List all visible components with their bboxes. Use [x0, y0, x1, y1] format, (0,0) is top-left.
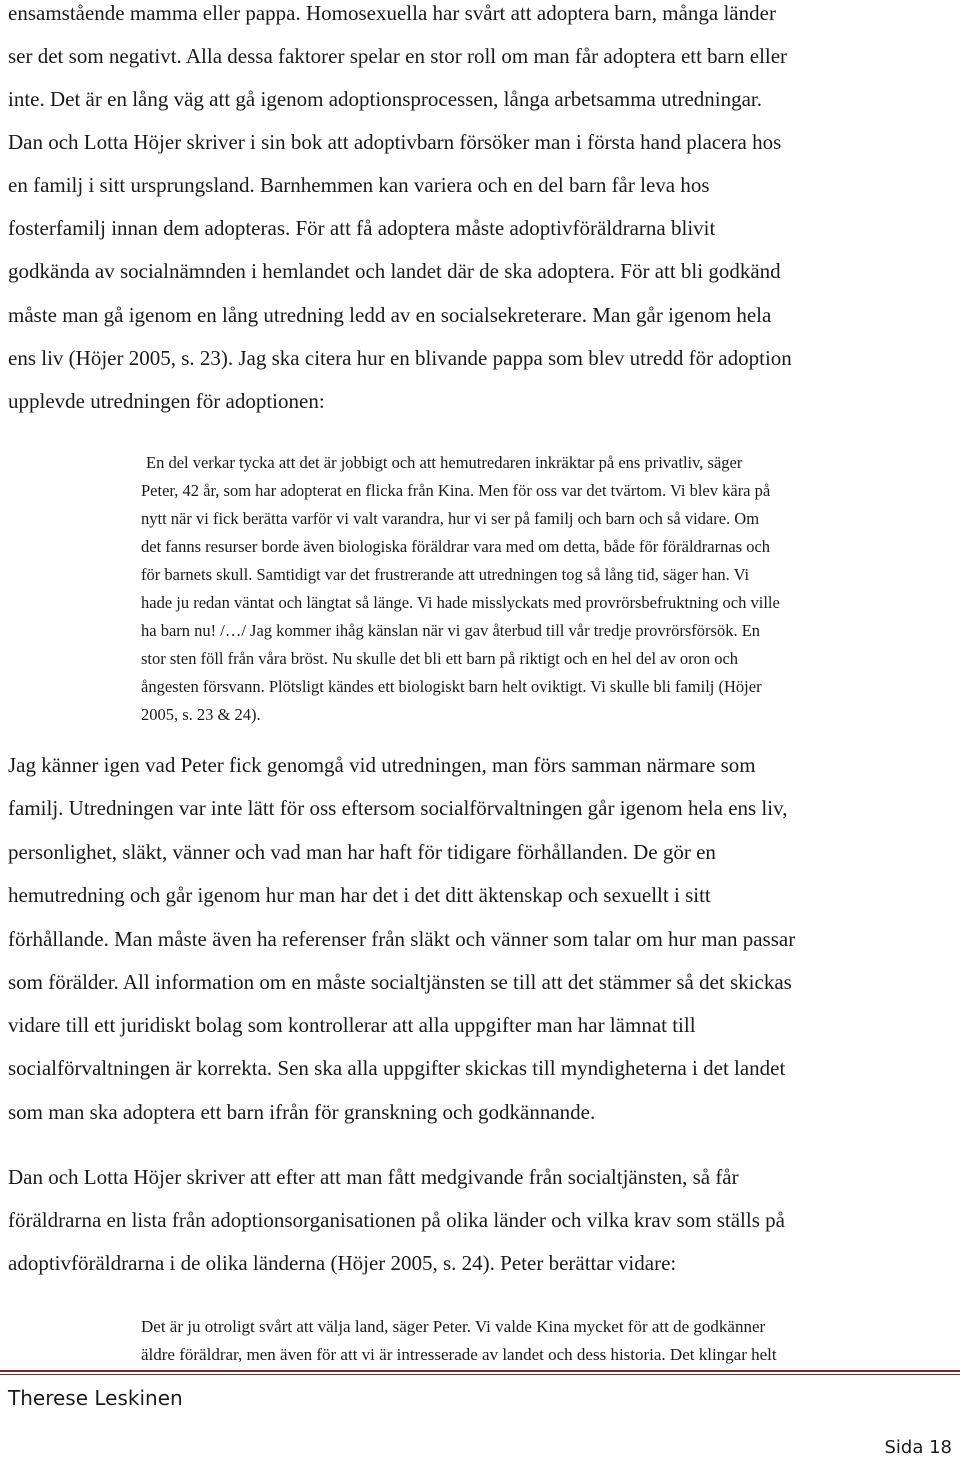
text-line: förhållande. Man måste även ha referenser från släkt och vänner som talar om hur man passar — [8, 927, 796, 951]
quote-line: nytt när vi fick berätta varför vi valt varandra, hur vi ser på familj och barn och så vidare. Om — [141, 509, 760, 528]
text-line: upplevde utredningen för adoptionen: — [8, 389, 325, 413]
quote-line: stor sten föll från våra bröst. Nu skulle det bli ett barn på riktigt och en hel del av oron och — [141, 649, 739, 668]
quote-line: det fanns resurser borde även biologiska föräldrar vara med om detta, både för föräldrarnas och — [141, 537, 771, 556]
quote-line: Det är ju otroligt svårt att välja land, säger Peter. Vi valde Kina mycket för att de godkänner — [141, 1317, 766, 1336]
quote-line: Peter, 42 år, som har adopterat en flicka från Kina. Men för oss var det tvärtom. Vi blev kära på — [141, 481, 771, 500]
text-line: personlighet, släkt, vänner och vad man har haft för tidigare förhållanden. De gör en — [8, 840, 716, 864]
quote-line: En del verkar tycka att det är jobbigt och att hemutredaren inkräktar på ens privatliv, säger — [146, 453, 743, 472]
quote-line: för barnets skull. Samtidigt var det frustrerande att utredningen tog så lång tid, säger han. Vi — [141, 565, 750, 584]
text-line: en familj i sitt ursprungsland. Barnhemmen kan variera och en del barn får leva hos — [8, 173, 710, 197]
text-line: godkända av socialnämnden i hemlandet och landet där de ska adoptera. För att bli godkänd — [8, 259, 781, 283]
text-line: ser det som negativt. Alla dessa faktorer spelar en stor roll om man får adoptera ett barn eller — [8, 44, 788, 68]
page-number: Sida 18 — [884, 1437, 952, 1458]
quote-line: 2005, s. 23 & 24). — [141, 705, 261, 724]
text-line: ens liv (Höjer 2005, s. 23). Jag ska citera hur en blivande pappa som blev utredd för adoption — [8, 346, 792, 370]
text-line: familj. Utredningen var inte lätt för oss eftersom socialförvaltningen går igenom hela ens liv, — [8, 796, 788, 820]
text-line: fosterfamilj innan dem adopteras. För att få adoptera måste adoptivföräldrarna blivit — [8, 216, 716, 240]
text-line: Dan och Lotta Höjer skriver att efter att man fått medgivande från socialtjänsten, så får — [8, 1165, 739, 1189]
text-line: som man ska adoptera ett barn ifrån för granskning och godkännande. — [8, 1100, 596, 1124]
quote-line: ångesten försvann. Plötsligt kändes ett biologiskt barn helt oviktigt. Vi skulle bli familj (Höjer — [141, 677, 762, 696]
text-line: inte. Det är en lång väg att gå igenom adoptionsprocessen, långa arbetsamma utredningar. — [8, 87, 763, 111]
footer-author: Therese Leskinen — [8, 1386, 183, 1410]
text-line: måste man gå igenom en lång utredning ledd av en socialsekreterare. Man går igenom hela — [8, 303, 772, 327]
text-line: Jag känner igen vad Peter fick genomgå vid utredningen, man förs samman närmare som — [8, 753, 756, 777]
footer-divider — [0, 1370, 960, 1375]
quote-line: hade ju redan väntat och längtat så länge. Vi hade misslyckats med provrörsbefruktning och ville — [141, 593, 780, 612]
quote-line: äldre föräldrar, men även för att vi är intresserade av landet och dess historia. Det klingar helt — [141, 1345, 777, 1364]
text-line: socialförvaltningen är korrekta. Sen ska alla uppgifter skickas till myndigheterna i det landet — [8, 1056, 786, 1080]
text-line: adoptivföräldrarna i de olika länderna (Höjer 2005, s. 24). Peter berättar vidare: — [8, 1251, 677, 1275]
text-line: Dan och Lotta Höjer skriver i sin bok att adoptivbarn försöker man i första hand placera hos — [8, 130, 782, 154]
text-line: som förälder. All information om en måste socialtjänsten se till att det stämmer så det skickas — [8, 970, 792, 994]
text-line: ensamstående mamma eller pappa. Homosexuella har svårt att adoptera barn, många länder — [8, 1, 776, 25]
quote-line: ha barn nu! /…/ Jag kommer ihåg känslan när vi gav återbud till vår tredje provrörsförsök. En — [141, 621, 761, 640]
text-line: hemutredning och går igenom hur man har det i det ditt äktenskap och sexuellt i sitt — [8, 883, 711, 907]
text-line: föräldrarna en lista från adoptionsorganisationen på olika länder och vilka krav som ställs på — [8, 1208, 785, 1232]
text-line: vidare till ett juridiskt bolag som kontrollerar att alla uppgifter man har lämnat till — [8, 1013, 696, 1037]
